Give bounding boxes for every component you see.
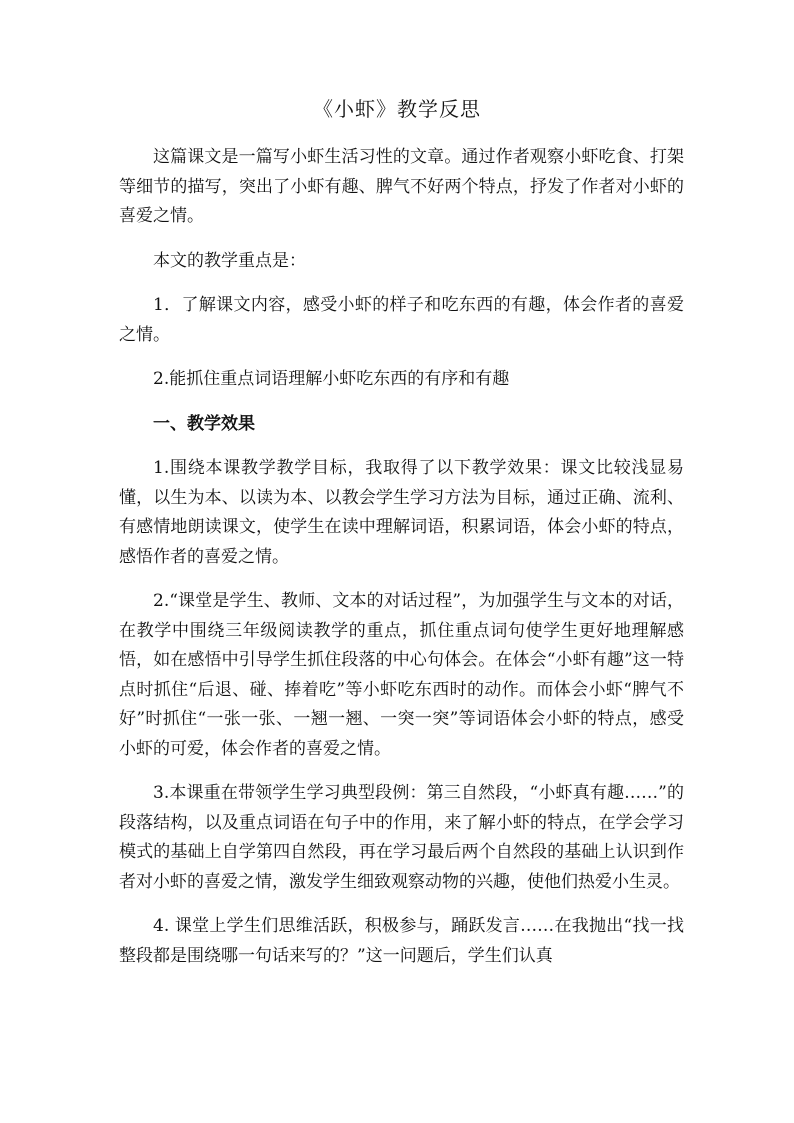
paragraph-effect-1: 1.围绕本课教学教学目标，我取得了以下教学效果：课文比较浅显易懂，以生为本、以读为本、以教会学生学习方法为目标，通过正确、流利、有感情地朗读课文，使学生在读中理解词语，积累词语，体会小虾的特点，感悟作者的喜爱之情。: [119, 458, 684, 567]
paragraph-effect-3: 3.本课重在带领学生学习典型段例：第三自然段，“小虾真有趣……”的段落结构，以及重点词语在句子中的作用，来了解小虾的特点，在学会学习模式的基础上自学第四自然段，再在学习最后两个自然段的基础上认识到作者对小虾的喜爱之情，激发学生细致观察动物的兴趣，使他们热爱小生灵。: [119, 783, 684, 892]
paragraph-focus-lead: 本文的教学重点是：: [153, 250, 306, 271]
section-heading-teaching-effect: 一、教学效果: [153, 413, 255, 434]
paragraph-effect-2: 2.“课堂是学生、教师、文本的对话过程”，为加强学生与文本的对话，在教学中围绕三年级阅读教学的重点，抓住重点词句使学生更好地理解感悟，如在感悟中引导学生抓住段落的中心句体会。在体会“小虾有趣”这一特点时抓住“后退、碰、捧着吃”等小虾吃东西时的动作。而体会小虾“脾气不好”时抓住“一张一张、一翘一翘、一突一突”等词语体会小虾的特点，感受小虾的可爱，体会作者的喜爱之情。: [119, 591, 684, 759]
paragraph-focus-1: 1．了解课文内容，感受小虾的样子和吃东西的有趣，体会作者的喜爱之情。: [119, 295, 684, 345]
document-title: 《小虾》教学反思: [313, 97, 481, 121]
document-body: [119, 143, 684, 986]
paragraph-intro: 这篇课文是一篇写小虾生活习性的文章。通过作者观察小虾吃食、打架等细节的描写，突出了小虾有趣、脾气不好两个特点，抒发了作者对小虾的喜爱之情。: [119, 147, 684, 226]
paragraph-focus-2: 2.能抓住重点词语理解小虾吃东西的有序和有趣: [153, 369, 510, 389]
paragraph-effect-4: 4. 课堂上学生们思维活跃，积极参与，踊跃发言……在我抛出“找一找整段都是围绕哪一句话来写的？”这一问题后，学生们认真: [119, 916, 684, 966]
